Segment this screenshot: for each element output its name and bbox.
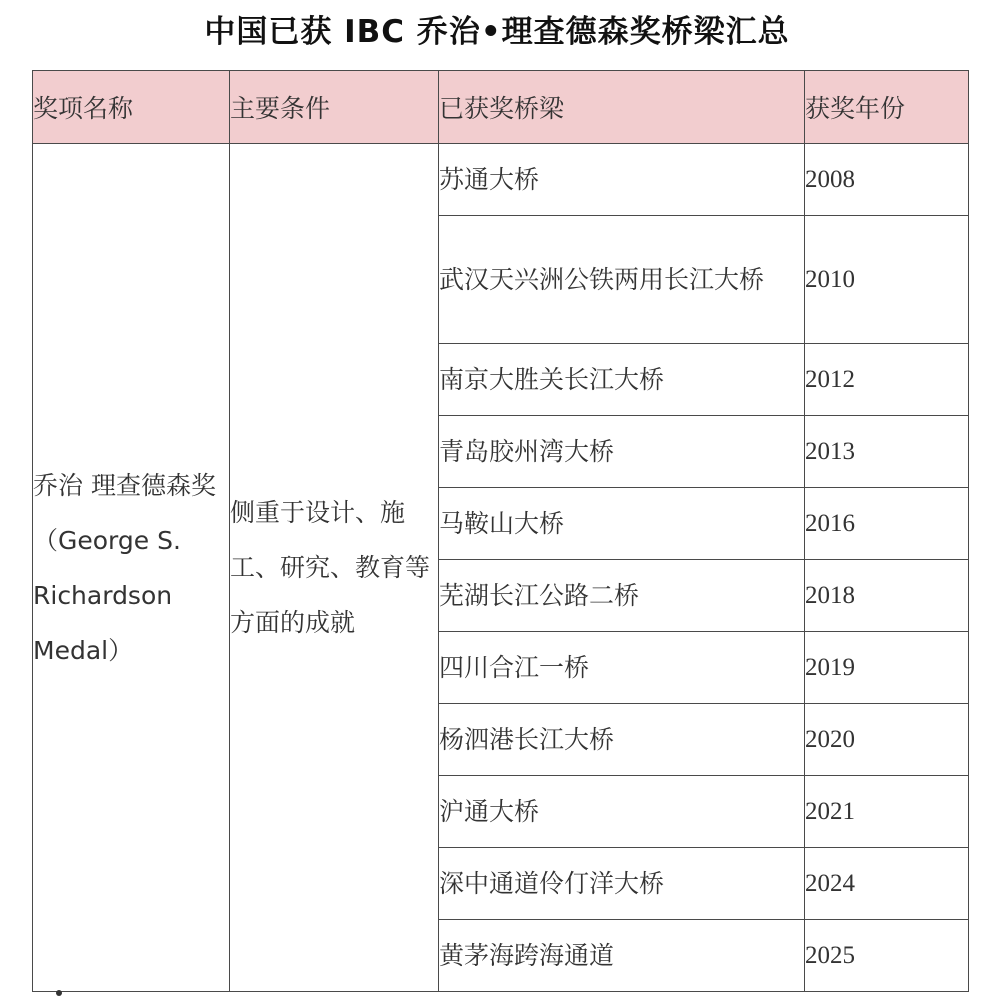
bridge-cell: 沪通大桥 [439, 776, 805, 848]
year-cell: 2016 [805, 488, 969, 560]
year-cell: 2019 [805, 632, 969, 704]
bridge-cell: 芜湖长江公路二桥 [439, 560, 805, 632]
bridge-cell: 南京大胜关长江大桥 [439, 344, 805, 416]
bottom-dot-mark [56, 990, 62, 996]
bridge-cell: 深中通道伶仃洋大桥 [439, 848, 805, 920]
bridge-cell: 青岛胶州湾大桥 [439, 416, 805, 488]
header-year: 获奖年份 [805, 71, 969, 144]
award-name-cell: 乔治 理查德森奖（George S. Richardson Medal） [33, 144, 230, 992]
page-title: 中国已获 IBC 乔治•理查德森奖桥梁汇总 [204, 14, 790, 50]
bridge-cell: 马鞍山大桥 [439, 488, 805, 560]
year-cell: 2024 [805, 848, 969, 920]
year-cell: 2025 [805, 920, 969, 992]
year-cell: 2008 [805, 144, 969, 216]
year-cell: 2020 [805, 704, 969, 776]
bridge-cell: 武汉天兴洲公铁两用长江大桥 [439, 216, 805, 344]
bridge-cell: 杨泗港长江大桥 [439, 704, 805, 776]
bridge-cell: 四川合江一桥 [439, 632, 805, 704]
header-condition: 主要条件 [230, 71, 439, 144]
condition-cell: 侧重于设计、施工、研究、教育等方面的成就 [230, 144, 439, 992]
year-cell: 2010 [805, 216, 969, 344]
year-cell: 2012 [805, 344, 969, 416]
bridge-cell: 黄茅海跨海通道 [439, 920, 805, 992]
header-bridge: 已获奖桥梁 [439, 71, 805, 144]
table-row [33, 144, 969, 216]
award-table [32, 70, 969, 992]
year-cell: 2018 [805, 560, 969, 632]
year-cell: 2021 [805, 776, 969, 848]
table-header-row [33, 71, 969, 144]
year-cell: 2013 [805, 416, 969, 488]
bridge-cell: 苏通大桥 [439, 144, 805, 216]
header-award-name: 奖项名称 [33, 71, 230, 144]
